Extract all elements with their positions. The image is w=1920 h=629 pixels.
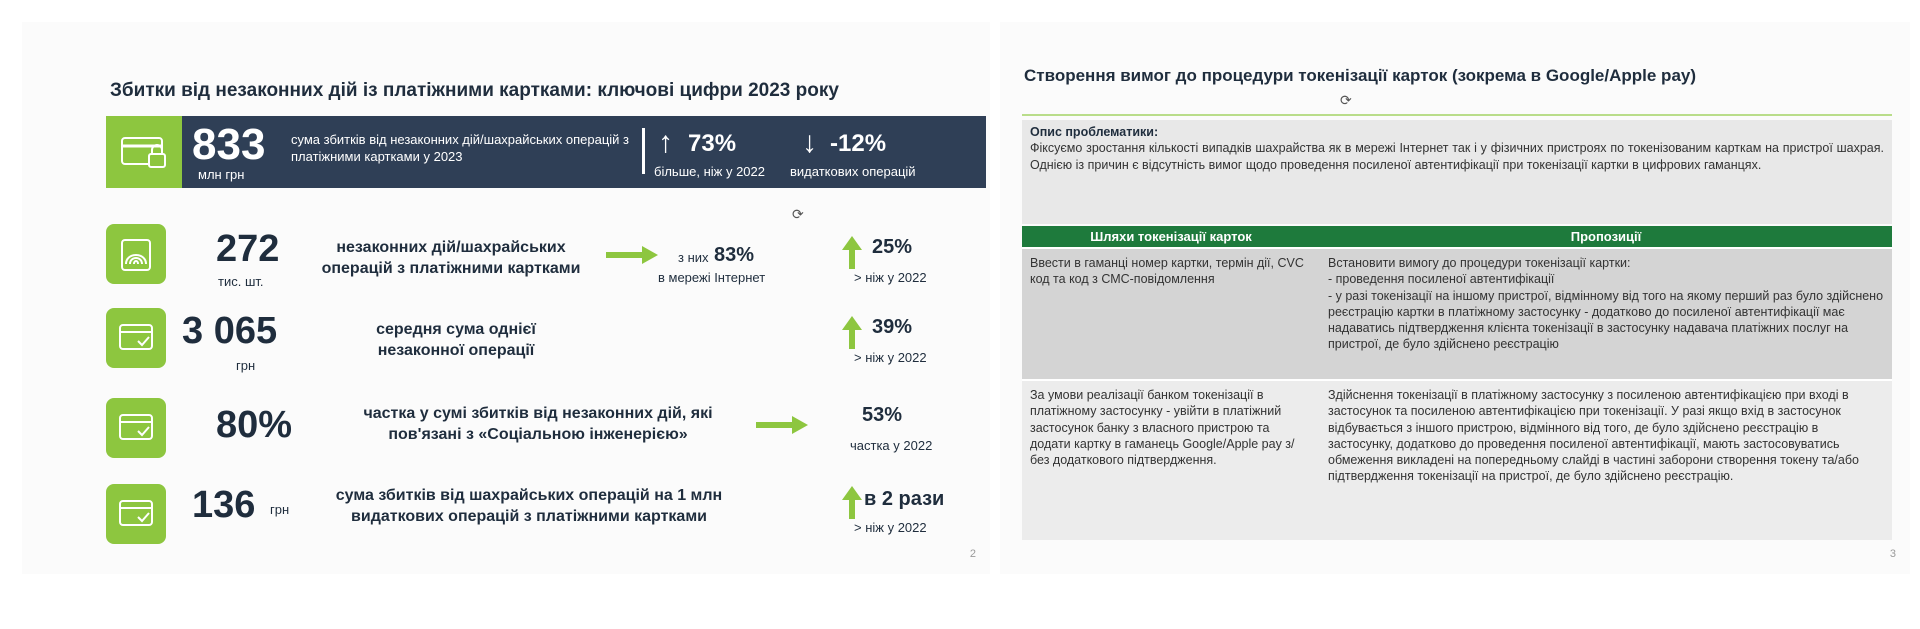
row-unit: тис. шт. (218, 274, 264, 289)
card-check-icon (106, 308, 166, 368)
row-unit: грн (270, 502, 290, 517)
arrow-down-icon: ↓ (802, 126, 817, 159)
cursor-icon: ⟳ (792, 206, 804, 222)
stat-row-operations (106, 224, 986, 294)
row-unit: грн (236, 358, 256, 373)
card-check-icon (106, 484, 166, 544)
slide-number: 2 (969, 548, 976, 560)
row-stat-note: > ніж у 2022 (854, 350, 927, 365)
proposal-intro: Встановити вимогу до процедури токенізації картки: (1328, 256, 1631, 270)
row-description: частка у сумі збитків від незаконних дій, які пов'язані з «Соціальною інженерією» (363, 405, 713, 443)
hero-description: сума збитків від незаконних дій/шахрайських операцій з платіжними картками у 2023 (291, 132, 629, 164)
table-row (1022, 248, 1892, 380)
proposal-item: - у разі токенізації на іншому пристрої, відмінному від того на якому перший раз було здійснено реєстрацію картки в платіжному застосунку - додатково до посиленої автентифікації має надаватись підтвердження клієнта токенізації в застосунку надавача платіжних послуг на пристрої, де було здійснено реєстрацію (1328, 288, 1884, 352)
problem-text: Фіксуємо зростання кількості випадків шахрайства як в мережі Інтернет так і у фізичних пристроях по токенізованим карткам на пристрої шахрая. Однією із причин є відсутність вимог щодо проведення посиленої автентифікації при токенізації картки в цифрових гаманцях. (1030, 141, 1884, 172)
hero-banner (106, 116, 986, 188)
table-cell-proposal (1320, 248, 1892, 380)
divider (642, 128, 645, 174)
arrow-up-icon (842, 236, 862, 270)
hero-unit: млн грн (198, 167, 245, 182)
row-stat-note: > ніж у 2022 (854, 270, 927, 285)
fingerprint-card-icon (106, 224, 166, 284)
slide-title: Збитки від незаконних дій із платіжними картками: ключові цифри 2023 року (110, 80, 839, 101)
hero-stat2-note: видаткових операцій (790, 164, 916, 179)
table-cell-proposal: Здійснення токенізації в платіжному застосунку з посиленою автентифікацією при вході в застосунок та посиленою автентифікацією при токенізації. У разі якщо вхід в застосунок відбувається з іншого пристрою, відмінного від того, де було здійснено реєстрацію в застосунку, додатково до проведення посиленої автентифікації, мають застосовуватись обмеження викладені на попередньому слайді в частині заборони створення токену та/або підтвердження токенізації на пристрої, де було здійснено реєстрацію. (1320, 380, 1892, 540)
table-cell-path: Ввести в гаманці номер картки, термін дії, CVC код та код з СМС-повідомлення (1022, 248, 1320, 380)
table-row (1022, 380, 1892, 540)
divider (1022, 114, 1892, 116)
problem-description (1022, 120, 1892, 224)
row-stat-value: 25% (872, 236, 913, 258)
row-description: сума збитків від шахрайських операцій на 1 млн видаткових операцій з платіжними картками (335, 487, 723, 525)
row-stat-value: 53% (862, 404, 903, 426)
hero-value: 833 (192, 120, 266, 169)
hero-stat1-value: 73% (688, 130, 737, 157)
cursor-icon: ⟳ (1340, 92, 1352, 108)
hero-stat2-value: -12% (830, 130, 887, 157)
row-description: середня сума однієї незаконної операції (376, 321, 536, 359)
row-stat-note: частка у 2022 (850, 438, 933, 453)
card-lock-icon (106, 116, 182, 188)
row-value: 272 (216, 228, 280, 270)
hero-stat1-note: більше, ніж у 2022 (654, 164, 765, 179)
arrow-right-icon (756, 418, 808, 432)
slide-title: Створення вимог до процедури токенізації карток (зокрема в Google/Apple pay) (1024, 66, 1697, 85)
table-header-paths: Шляхи токенізації карток (1022, 226, 1320, 248)
row-value: 3 065 (182, 310, 278, 352)
stat-row-average (106, 308, 986, 378)
row-value: 136 (192, 484, 256, 526)
table-cell-path: За умови реалізації банком токенізації в платіжному застосунку - увійти в платіжний застосунок банку з власного пристрою та додати картку в гаманець Google/Apple pay з/без додаткового підтвердження. (1022, 380, 1320, 540)
row-description: незаконних дій/шахрайських операцій з платіжними картками (321, 239, 581, 277)
slide-number: 3 (1889, 548, 1896, 560)
table-header-proposals: Пропозиції (1320, 226, 1892, 248)
stat-row-social-engineering (106, 398, 986, 468)
row-value: 80% (216, 404, 293, 446)
row-stat-value: в 2 рази (864, 488, 945, 510)
row-mid-note: в мережі Інтернет (658, 270, 766, 285)
row-mid-prefix: з них (678, 250, 709, 265)
arrow-up-icon (842, 486, 862, 520)
slide-key-figures[interactable] (22, 22, 990, 574)
proposal-item: - проведення посиленої автентифікації (1328, 272, 1555, 287)
problem-heading: Опис проблематики: (1030, 125, 1159, 139)
card-check-icon (106, 398, 166, 458)
tokenization-table (1022, 226, 1892, 540)
arrow-right-icon (606, 248, 658, 262)
row-stat-value: 39% (872, 316, 913, 338)
row-mid-value: 83% (714, 244, 755, 266)
slide-tokenization[interactable] (1000, 22, 1910, 574)
stat-row-loss-per-million (106, 484, 986, 554)
arrow-up-icon (842, 316, 862, 350)
arrow-up-icon: ↑ (658, 126, 673, 159)
row-stat-note: > ніж у 2022 (854, 520, 927, 535)
